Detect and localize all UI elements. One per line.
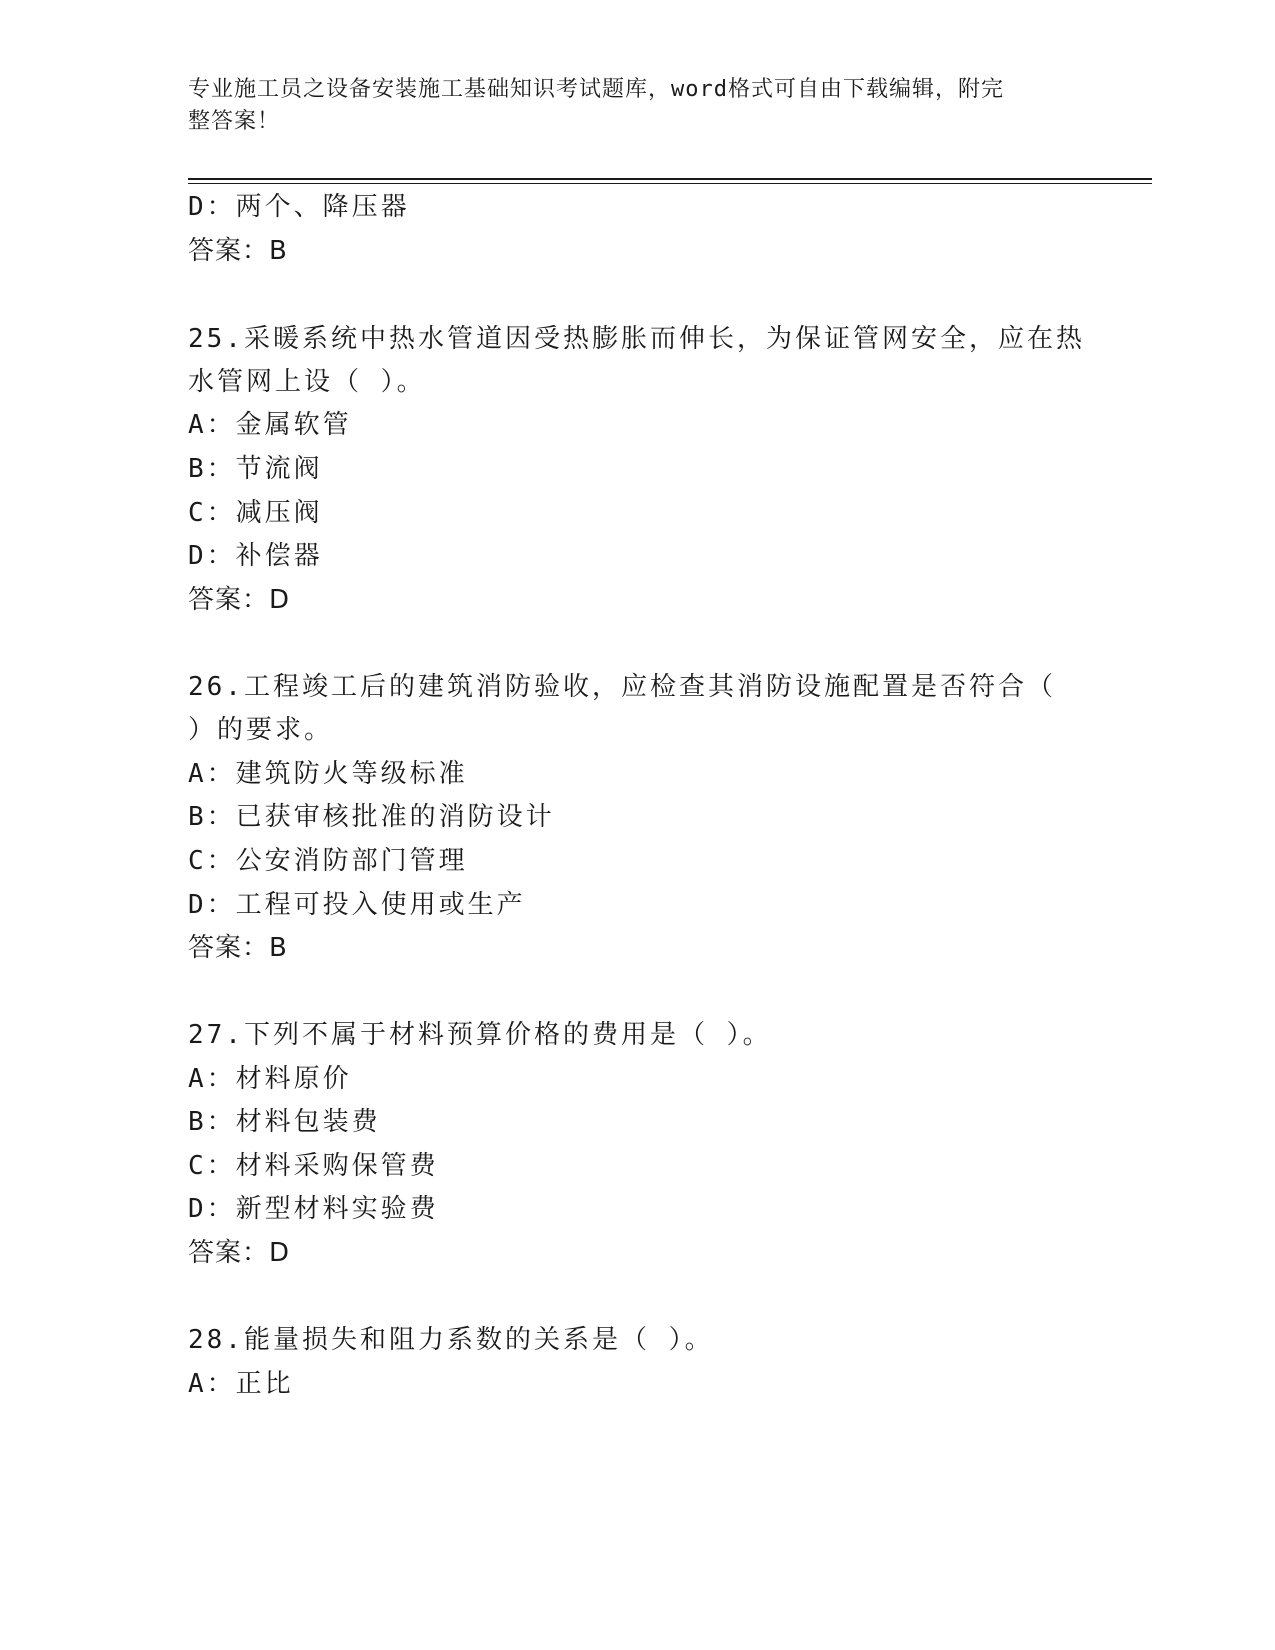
q27-answer: 答案：D [188, 1238, 291, 1268]
q26-option-d: D：工程可投入使用或生产 [188, 890, 526, 920]
q25-option-a: A：金属软管 [188, 410, 352, 440]
q25-option-b: B：节流阀 [188, 454, 323, 484]
q24-answer: 答案：B [188, 236, 288, 266]
q26-option-b: B：已获审核批准的消防设计 [188, 802, 555, 832]
q27-option-d: D：新型材料实验费 [188, 1194, 439, 1224]
q28-option-a: A：正比 [188, 1369, 294, 1399]
header-rule-thick [188, 178, 1152, 180]
header-rule-thin [188, 183, 1152, 184]
q26-option-c: C：公安消防部门管理 [188, 846, 468, 876]
q26-option-a: A：建筑防火等级标准 [188, 759, 468, 789]
header-line-2: 整答案！ [188, 109, 281, 134]
q25-option-d: D：补偿器 [188, 541, 323, 571]
document-header [188, 74, 1068, 138]
q26-stem-line-2: ）的要求。 [188, 715, 334, 745]
q28-stem-line-1: 28.能量损失和阻力系数的关系是（ ）。 [188, 1325, 714, 1355]
q27-option-c: C：材料采购保管费 [188, 1151, 439, 1181]
q25-stem-line-2: 水管网上设（ ）。 [188, 367, 426, 397]
q27-option-b: B：材料包装费 [188, 1107, 381, 1137]
q25-stem-line-1: 25.采暖系统中热水管道因受热膨胀而伸长，为保证管网安全，应在热 [188, 324, 1085, 354]
q24-option-d: D：两个、降压器 [188, 192, 410, 222]
header-line-1: 专业施工员之设备安装施工基础知识考试题库，word格式可自由下载编辑，附完 [188, 77, 1004, 102]
q25-option-c: C：减压阀 [188, 498, 323, 528]
q27-stem-line-1: 27.下列不属于材料预算价格的费用是（ ）。 [188, 1020, 772, 1050]
q26-answer: 答案：B [188, 933, 288, 963]
q25-answer: 答案：D [188, 585, 291, 615]
q27-option-a: A：材料原价 [188, 1064, 352, 1094]
q26-stem-line-1: 26.工程竣工后的建筑消防验收，应检查其消防设施配置是否符合（ [188, 672, 1056, 702]
